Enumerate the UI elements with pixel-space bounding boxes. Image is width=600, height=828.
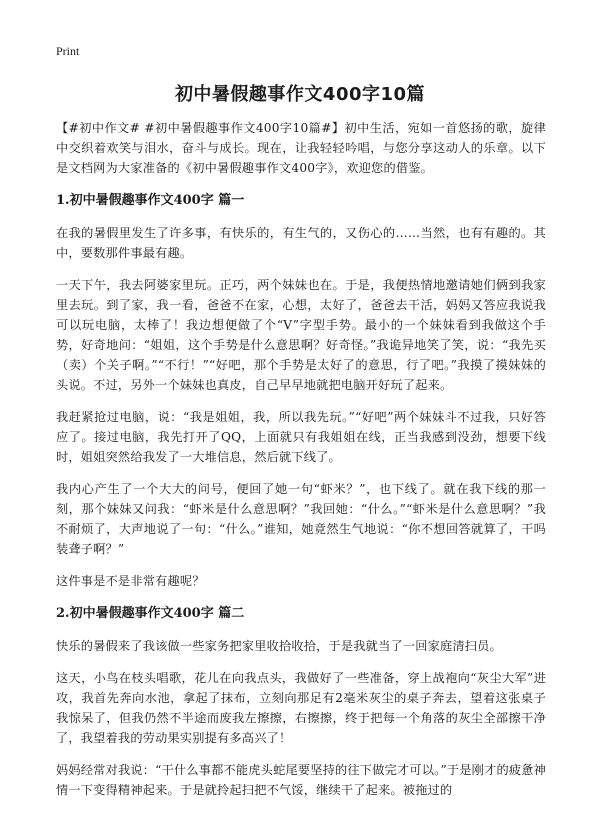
section-heading-2: 2.初中暑假趣事作文400字 篇二	[56, 606, 245, 621]
page-title: 初中暑假趣事作文400字10篇	[174, 84, 426, 105]
paragraph: 在我的暑假里发生了许多事，有快乐的，有生气的，又伤心的……当然，也有有趣的。其中，要数那件事最有趣。	[56, 226, 546, 260]
paragraph: 我内心产生了一个大大的问号，便回了她一句“虾米？”，也下线了。就在我下线的那一刻，那个妹妹又问我：“虾米是什么意思啊？”我回她：“什么。”“虾米是什么意思啊？”我不耐烦了，大声地说了一句：“什么。”谁知，她竟然生气地说：“你不想回答就算了，干吗装聋子啊？”	[56, 482, 546, 556]
paragraph: 一天下午，我去阿婆家里玩。正巧，两个妹妹也在。于是，我便热情地邀请她们俩到我家里去玩。到了家，我一看，爸爸不在家，心想，太好了，爸爸去干活，妈妈又答应我说我可以玩电脑，太棒了！我边想便做了个“V”字型手势。最小的一个妹妹看到我做这个手势，好奇地问：“姐姐，这个手势是什么意思啊？好奇怪。”我诡异地笑了笑，说：“我先买（卖）个关子啊。”“不行！”“好吧，那个手势是太好了的意思，行了吧。”我摸了摸妹妹的头说。不过，另外一个妹妹也真皮，自己早早地就把电脑开好玩了起来。	[56, 278, 546, 392]
article-body	[56, 118, 546, 800]
tag-links[interactable]: 【#初中作文# #初中暑假趣事作文400字10篇#】	[56, 121, 345, 135]
intro-text: 初中生活，宛如一首悠扬的歌，旋律中交织着欢笑与泪水，奋斗与成长。现在，让我轻轻吟唱，与您分享这动人的乐章。以下是文档网为大家准备的《初中暑假趣事作文400字》，欢迎您的借鉴。	[56, 121, 546, 175]
print-link[interactable]: Print	[56, 44, 80, 58]
paragraph: 我赶紧抢过电脑，说：“我是姐姐，我，所以我先玩。”“好吧”两个妹妹斗不过我，只好答应了。接过电脑，我先打开了QQ，上面就只有我姐姐在线，正当我感到没劲，想要下线时，姐姐突然给我发了一大堆信息，然后就下线了。	[56, 410, 546, 464]
paragraph: 快乐的暑假来了我该做一些家务把家里收拾收拾，于是我就当了一回家庭清扫员。	[56, 639, 502, 653]
paragraph: 妈妈经常对我说：“干什么事都不能虎头蛇尾要坚持的往下做完才可以。”于是刚才的疲惫神情一下变得精神起来。于是就拎起扫把不气馁，继续干了起来。被拖过的	[56, 763, 546, 797]
paragraph: 这件事是不是非常有趣呢？	[56, 574, 205, 588]
intro-paragraph	[56, 118, 546, 178]
section-heading-1: 1.初中暑假趣事作文400字 篇一	[56, 193, 245, 208]
paragraph: 这天，小鸟在枝头唱歌，花儿在向我点头，我做好了一些准备，穿上战袍向“灰尘大军”进攻，我首先奔向水池，拿起了抹布，立刻向那足有2毫米灰尘的桌子奔去，望着这张桌子我惊呆了，但我仍然不半途而废我左擦擦，右擦擦，终于把每一个角落的灰尘全部擦干净了，我望着我的劳动果实别提有多高兴了！	[56, 671, 546, 745]
